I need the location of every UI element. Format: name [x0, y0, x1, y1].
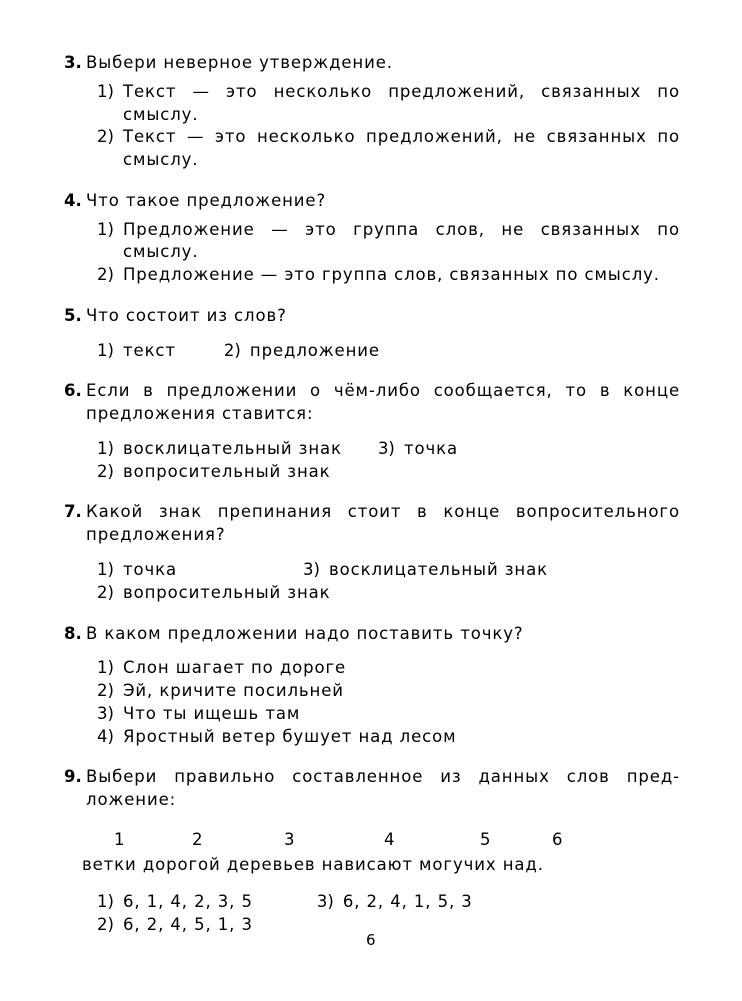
task-7 [64, 501, 680, 604]
task-9-header [64, 766, 680, 812]
option-marker: 1) [97, 560, 114, 580]
option-text: 6, 1, 4, 2, 3, 5 [123, 892, 253, 912]
task-4-header [64, 190, 680, 213]
word-number: 2 [192, 829, 204, 849]
task-8-option-2[interactable] [64, 680, 680, 703]
option-marker: 3) [316, 892, 334, 912]
task-5-option-1[interactable] [97, 340, 176, 363]
task-6-option-row-2 [64, 461, 680, 484]
task-7-option-3[interactable] [303, 559, 548, 582]
task-8-header [64, 623, 680, 646]
task-5-options [64, 340, 680, 363]
word-number: 6 [552, 829, 564, 849]
task-4-prompt: Что такое предложение? [86, 190, 327, 210]
task-6-number: 6. [64, 381, 82, 401]
task-4 [64, 190, 680, 287]
page-number: 6 [365, 931, 377, 949]
task-7-prompt: Какой знак препинания стоит в конце вопросительного предложения? [86, 502, 680, 545]
task-8-options [64, 657, 680, 748]
option-marker: 1) [97, 658, 114, 678]
task-6-option-2[interactable] [97, 461, 331, 484]
task-3-number: 3. [64, 53, 82, 72]
task-3-option-2[interactable] [64, 126, 680, 172]
option-text: восклицательный знак [329, 560, 548, 580]
option-text: восклицательный знак [123, 438, 342, 458]
option-text: 6, 2, 4, 5, 1, 3 [123, 915, 253, 935]
task-5 [64, 305, 680, 363]
option-marker: 3) [97, 703, 114, 723]
task-6-prompt: Если в предложении о чём-либо сообщается, то в конце предложения ставится: [86, 381, 680, 424]
task-8-option-3[interactable] [64, 703, 680, 726]
option-text: текст [123, 340, 176, 360]
option-marker: 2) [97, 915, 114, 935]
option-marker: 4) [97, 726, 114, 746]
task-8-option-4[interactable] [64, 726, 680, 749]
option-text: 6, 2, 4, 1, 5, 3 [342, 892, 473, 912]
task-9-prompt: Выбери правильно составленное из данных слов пред-ложение: [86, 767, 680, 810]
task-9-option-1[interactable] [97, 891, 253, 914]
option-marker: 3) [377, 438, 395, 458]
option-marker: 1) [97, 219, 114, 239]
task-4-option-2[interactable] [64, 264, 680, 287]
task-9-number: 9. [64, 767, 82, 787]
task-6-option-1[interactable] [97, 438, 342, 461]
option-marker: 2) [97, 127, 114, 147]
option-text: вопросительный знак [123, 582, 331, 602]
option-marker: 2) [97, 582, 114, 602]
task-7-number: 7. [64, 502, 82, 522]
task-3-prompt: Выбери неверное утверждение. [86, 53, 393, 72]
task-5-prompt: Что состоит из слов? [86, 305, 287, 325]
task-3-options [64, 81, 680, 172]
option-marker: 2) [223, 340, 241, 360]
task-3-option-1[interactable] [64, 81, 680, 127]
option-marker: 2) [97, 461, 114, 481]
task-3 [64, 52, 680, 172]
task-4-option-1[interactable] [64, 219, 680, 265]
word-number: 4 [384, 829, 396, 849]
task-5-number: 5. [64, 305, 82, 325]
task-6-option-row-1 [64, 438, 680, 461]
task-8-number: 8. [64, 623, 82, 643]
task-9-option-3[interactable] [317, 891, 473, 914]
task-3-header [64, 52, 680, 75]
option-marker: 1) [97, 892, 114, 912]
option-marker: 2) [97, 265, 114, 285]
task-8-prompt: В каком предложении надо поставить точку? [86, 623, 524, 643]
option-text: предложение [249, 340, 380, 360]
option-text: Эй, кричите посильней [123, 681, 344, 701]
word-number: 5 [480, 829, 492, 849]
task-7-option-1[interactable] [97, 559, 177, 582]
task-6-option-3[interactable] [378, 438, 458, 461]
task-6-header [64, 380, 680, 426]
option-marker: 2) [97, 681, 114, 701]
option-text: Предложение — это группа слов, не связанных по смыслу. [123, 219, 680, 262]
option-text: Предложение — это группа слов, связанных по смыслу. [123, 265, 660, 285]
option-text: Яростный ветер бушует над лесом [123, 726, 457, 746]
option-text: точка [123, 560, 178, 580]
word-number: 3 [284, 829, 296, 849]
task-5-header [64, 305, 680, 328]
task-8 [64, 623, 680, 749]
task-7-option-row-2 [64, 582, 680, 605]
task-6 [64, 380, 680, 483]
option-text: Что ты ищешь там [123, 703, 301, 723]
task-7-option-2[interactable] [97, 582, 331, 605]
word-number: 1 [114, 829, 126, 849]
option-marker: 1) [97, 340, 114, 360]
task-7-option-row-1 [64, 559, 680, 582]
option-marker: 1) [97, 81, 114, 101]
option-text: вопросительный знак [123, 461, 331, 481]
task-9 [64, 766, 680, 937]
task-8-option-1[interactable] [64, 657, 680, 680]
task-7-header [64, 501, 680, 547]
task-4-number: 4. [64, 190, 82, 210]
task-9-word-numbers [64, 828, 680, 853]
task-9-option-row-1 [64, 891, 680, 914]
option-text: точка [403, 438, 458, 458]
task-4-options [64, 219, 680, 287]
task-9-words-line: ветки дорогой деревьев нависают могучих над. [82, 854, 544, 874]
option-marker: 3) [303, 560, 320, 580]
option-text: Слон шагает по дороге [123, 658, 347, 678]
option-marker: 1) [97, 438, 114, 458]
option-text: Текст — это несколько предложений, не связанных по смыслу. [123, 127, 680, 170]
task-5-option-2[interactable] [224, 340, 380, 363]
option-text: Текст — это несколько предложений, связанных по смыслу. [123, 81, 680, 124]
